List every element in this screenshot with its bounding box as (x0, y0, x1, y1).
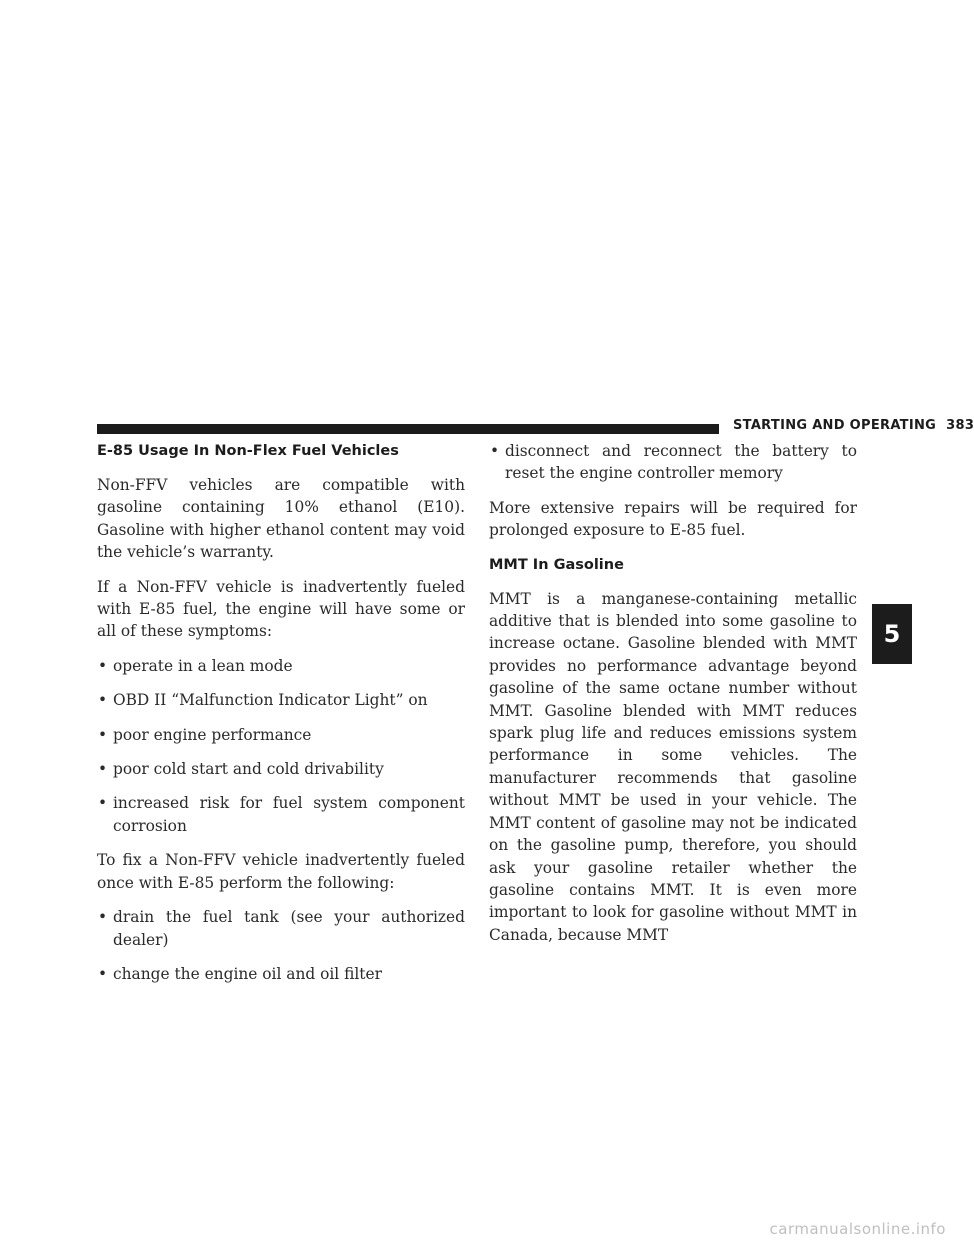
list-item: • poor cold start and cold drivability (97, 758, 465, 780)
running-header (733, 418, 974, 433)
watermark: carmanualsonline.info (769, 1220, 946, 1238)
left-column (97, 440, 465, 997)
right-column (489, 440, 857, 958)
list-item: • poor engine performance (97, 724, 465, 746)
paragraph-compatibility: Non-FFV vehicles are compatible with gasoline containing 10% ethanol (E10). Gasoline with higher ethanol content may void the vehicle’s warranty. (97, 476, 465, 562)
list-item: • OBD II “Malfunction Indicator Light” on (97, 689, 465, 711)
section-title: STARTING AND OPERATING (733, 418, 937, 433)
list-item: • increased risk for fuel system component corrosion (97, 792, 465, 837)
symptom-list (97, 655, 465, 837)
page-number: 383 (946, 418, 974, 433)
heading-e85-usage: E-85 Usage In Non-Flex Fuel Vehicles (97, 443, 399, 459)
heading-mmt-in-gasoline: MMT In Gasoline (489, 556, 624, 573)
chapter-tab: 5 (872, 604, 912, 664)
fix-list (97, 906, 465, 985)
paragraph-symptoms-intro: If a Non-FFV vehicle is inadvertently fueled with E-85 fuel, the engine will have some or all of these symptoms: (97, 577, 465, 641)
list-item: • drain the fuel tank (see your authorized dealer) (97, 906, 465, 951)
header-rule (97, 424, 719, 434)
paragraph-prolonged-exposure: More extensive repairs will be required for prolonged exposure to E-85 fuel. (489, 498, 857, 540)
paragraph-fix-intro: To fix a Non-FFV vehicle inadvertently fueled once with E-85 perform the following: (97, 851, 465, 892)
list-item: • disconnect and reconnect the battery to reset the engine controller memory (489, 440, 857, 485)
list-item: • change the engine oil and oil filter (97, 963, 465, 985)
paragraph-mmt: MMT is a manganese-containing metallic additive that is blended into some gasoline to increase octane. Gasoline blended with MMT provides no performance advantage beyond gasoline of the same octane number without MMT. Gasoline blended with MMT reduces spark plug life and reduces emissions system performance in some vehicles. The manufacturer recommends that gasoline without MMT be used in your vehicle. The MMT content of gasoline may not be indicated on the gasoline pump, therefore, you should ask your gasoline retailer whether the gasoline contains MMT. It is even more important to look for gasoline without MMT in Canada, because MMT (489, 589, 857, 944)
list-item: • operate in a lean mode (97, 655, 465, 677)
fix-list-continued (489, 440, 857, 485)
